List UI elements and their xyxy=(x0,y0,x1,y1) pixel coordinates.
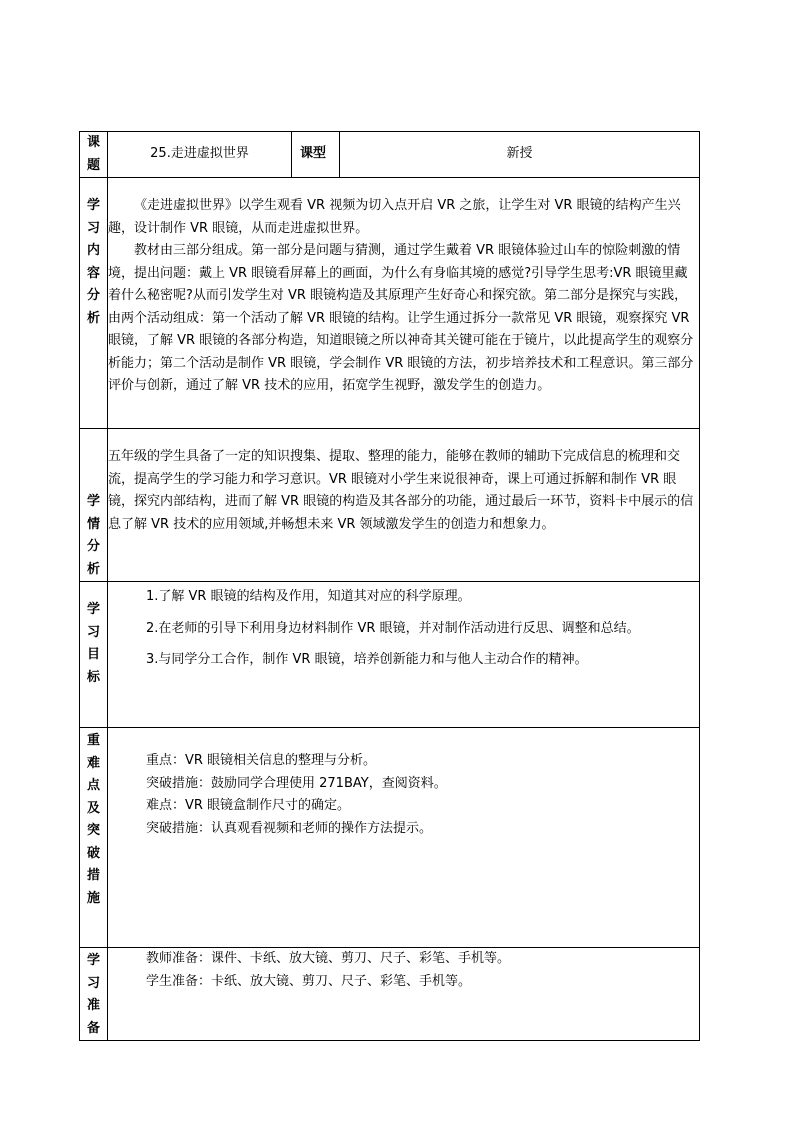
preparation-line: 学生准备：卡纸、放大镜、剪刀、尺子、彩笔、手机等。 xyxy=(146,973,472,989)
preparation-body xyxy=(108,948,700,1041)
content-analysis-label: 学 习 内 容 分 析 xyxy=(80,178,108,429)
student-analysis-body xyxy=(108,429,700,582)
objective-item: 2.在老师的引导下利用身边材料制作 VR 眼镜，并对制作活动进行反思、调整和总结。 xyxy=(146,620,640,636)
content-analysis-row xyxy=(80,178,700,429)
student-analysis-label: 学 情 分 析 xyxy=(80,429,108,582)
student-analysis-row xyxy=(80,429,700,582)
lesson-plan-table xyxy=(79,131,700,1041)
objectives-label: 学 习 目 标 xyxy=(80,582,108,728)
header-row xyxy=(80,132,700,178)
objectives-body xyxy=(108,582,700,728)
key-points-label: 重 难 点 及 突 破 措 施 xyxy=(80,728,108,948)
lesson-type-value: 新授 xyxy=(340,132,700,178)
lesson-topic-label: 课 题 xyxy=(80,132,108,178)
content-paragraph: 《走进虚拟世界》以学生观看 VR 视频为切入点开启 VR 之旅，让学生对 VR 眼镜的结构产生兴趣，设计制作 VR 眼镜，从而走进虚拟世界。 xyxy=(108,198,681,236)
key-point-line: 突破措施：鼓励同学合理使用 271BAY，查阅资料。 xyxy=(146,775,447,791)
objective-item: 1.了解 VR 眼镜的结构及作用，知道其对应的科学原理。 xyxy=(146,589,471,604)
key-points-body xyxy=(108,728,700,948)
lesson-title: 25.走进虚拟世界 xyxy=(108,132,292,178)
content-analysis-body xyxy=(108,178,700,429)
preparation-row xyxy=(80,948,700,1041)
objectives-row xyxy=(80,582,700,728)
key-point-line: 重点：VR 眼镜相关信息的整理与分析。 xyxy=(146,753,377,768)
key-point-line: 突破措施：认真观看视频和老师的操作方法提示。 xyxy=(146,820,433,836)
content-paragraph: 教材由三部分组成。第一部分是问题与猜测，通过学生戴着 VR 眼镜体验过山车的惊险刺激的情境，提出问题：戴上 VR 眼镜看屏幕上的画面，为什么有身临其境的感觉?引导学生思考:VR 眼镜里藏着什么秘密呢?从而引发学生对 VR 眼镜构造及其原理产生好奇心和探究欲。第二部分是探究与实践，由两个活动组成：第一个活动了解 VR 眼镜的结构。让学生通过拆分一款常见 VR 眼镜，观察探究 VR 眼镜，了解 VR 眼镜的各部分构造，知道眼镜之所以神奇其关键可能在于镜片，以此提高学生的观察分析能力；第二个活动是制作 VR 眼镜，学会制作 VR 眼镜的方法，初步培养技术和工程意识。第三部分评价与创新，通过了解 VR 技术的应用，拓宽学生视野，激发学生的创造力。 xyxy=(108,243,694,393)
objective-item: 3.与同学分工合作，制作 VR 眼镜，培养创新能力和与他人主动合作的精神。 xyxy=(146,652,588,667)
preparation-line: 教师准备：课件、卡纸、放大镜、剪刀、尺子、彩笔、手机等。 xyxy=(146,951,511,966)
lesson-type-label: 课型 xyxy=(292,132,340,178)
key-points-row xyxy=(80,728,700,948)
key-point-line: 难点：VR 眼镜盒制作尺寸的确定。 xyxy=(146,798,351,813)
student-analysis-text: 五年级的学生具备了一定的知识搜集、提取、整理的能力，能够在教师的辅助下完成信息的梳理和交流，提高学生的学习能力和学习意识。VR 眼镜对小学生来说很神奇，课上可通过拆解和制作 VR 眼镜，探究内部结构，进而了解 VR 眼镜的构造及其各部分的功能，通过最后一环节，资料卡中展示的信息了解 VR 技术的应用领域,并畅想未来 VR 领域激发学生的创造力和想象力。 xyxy=(108,449,694,532)
preparation-label: 学 习 准 备 xyxy=(80,948,108,1041)
